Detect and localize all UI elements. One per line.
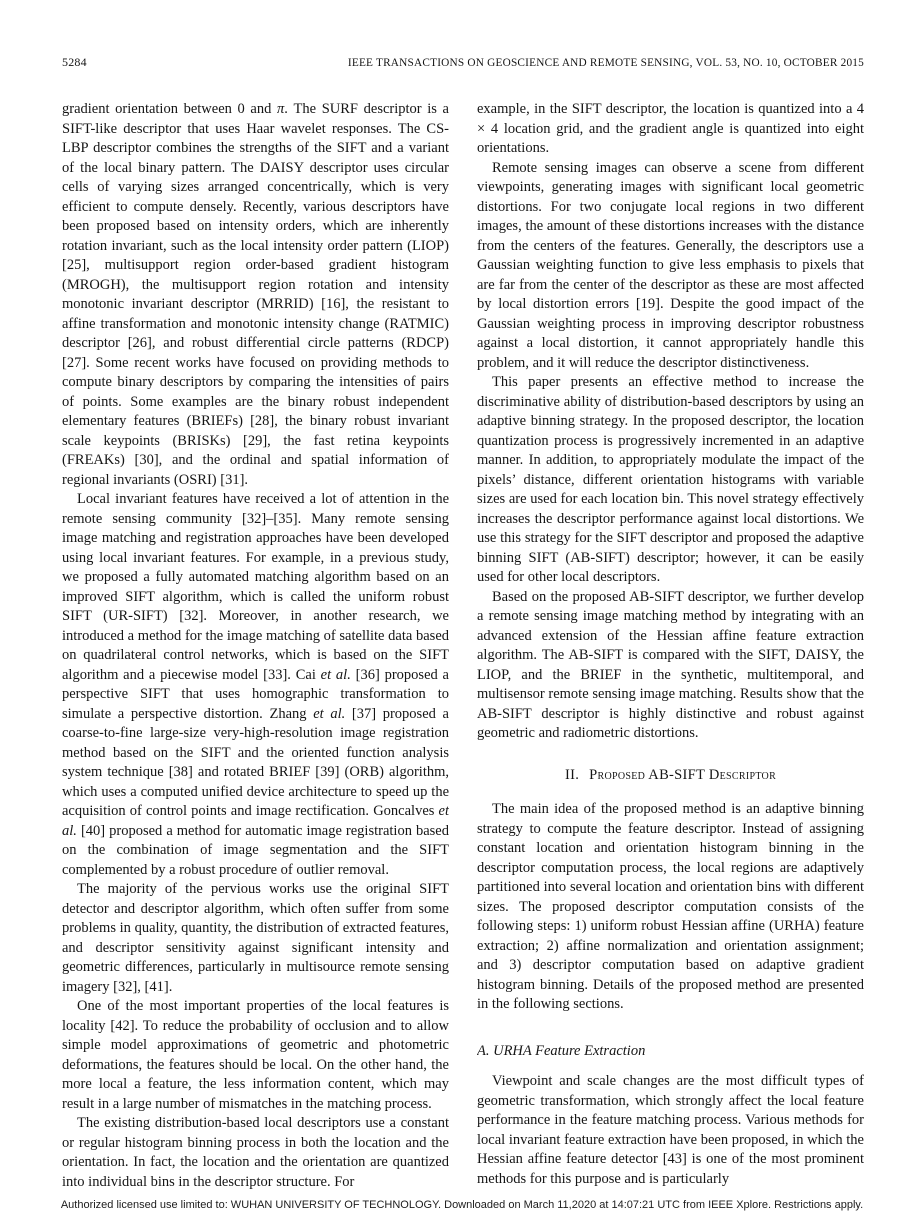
paragraph: This paper presents an effective method to increase the discriminative ability of distribution-based descriptors by using an adaptive binning strategy. In the proposed descriptor, the location quantization process is progressively incremented in an adaptive manner. In addition, to appropriately modulate the impact of the pixels’ distance, different orientation histograms with variable sizes are used for each location bin. This novel strategy effectively increases the descriptor performance against local distortions. We use this strategy for the SIFT descriptor and proposed the adaptive binning SIFT (AB-SIFT) descriptor; however, it can be easily used for other local descriptors. xyxy=(477,374,864,585)
page-number: 5284 xyxy=(62,55,87,69)
left-column xyxy=(62,100,449,1192)
paragraph: Local invariant features have received a lot of attention in the remote sensing community [32]–[35]. Many remote sensing image matching and registration approaches have been developed using local invariant features. For example, in a previous study, we proposed a fully automated matching algorithm based on an improved SIFT algorithm, which is called the uniform robust SIFT (UR-SIFT) [32]. Moreover, in another research, we introduced a method for the image matching of satellite data based on quadrilateral control networks, which is based on the SIFT algorithm and a piecewise model [33]. Cai et al. [36] proposed a perspective SIFT that uses homographic transformation to simulate a perspective distortion. Zhang et al. [37] proposed a coarse-to-fine large-size very-high-resolution image registration method based on the SIFT and the oriented function analysis system technique [38] and rotated BRIEF [39] (ORB) algorithm, which uses a computed unified device architecture to speed up the acquisition of control points and image rectification. Goncalves et al. [40] proposed a method for automatic image registration based on the combination of image segmentation and the SIFT complemented by a robust procedure of outlier removal. xyxy=(62,491,449,878)
paragraph: Remote sensing images can observe a scene from different viewpoints, generating images with significant local geometric distortions. For two conjugate local regions in two different images, the amount of these distortions increases with the distance from the centers of the features. Generally, the descriptors use a Gaussian weighting function to give less emphasis to pixels that are far from the center of the descriptor as these are most affected by local distortion errors [19]. Despite the good impact of the Gaussian weighting process in improving descriptor robustness against a local distortion, it cannot appropriately handle this problem, and it will reduce the descriptor distinctiveness. xyxy=(477,159,864,371)
paragraph: gradient orientation between 0 and π. The SURF descriptor is a SIFT-like descriptor that uses Haar wavelet responses. The CS-LBP descriptor combines the strengths of the SIFT and a variant of the local binary pattern. The DAISY descriptor uses circular cells of varying sizes arranged concentrically, which is very efficient to compute densely. Recently, various descriptors have been proposed based on intensity orders, which are inherently rotation invariant, such as the local intensity order pattern (LIOP) [25], multisupport region order-based gradient histogram (MROGH), the multisupport region rotation and intensity monotonic invariant descriptor (MRRID) [16], the resistant to affine transformation and monotonic intensity change (RATMIC) descriptor [26], and robust differential circle patterns (RDCP) [27]. Some recent works have focused on providing methods to compute binary descriptors by comparing the intensities of pairs of points. Some examples are the binary robust independent elementary features (BRIEFs) [28], the binary robust invariant scale keypoints (BRISKs) [29], the fast retina keypoints (FREAKs) [30], and the ordinal and spatial information of regional invariants (OSRI) [31]. xyxy=(62,101,449,488)
paragraph: One of the most important properties of the local features is locality [42]. To reduce the probability of occlusion and to allow simple model approximations of geometric and photometric deformations, the features should be local. On the other hand, the more local a feature, the less information content, which may result in a large number of mismatches in the matching process. xyxy=(62,998,449,1112)
paragraph: Viewpoint and scale changes are the most difficult types of geometric transformation, which strongly affect the local feature performance in the feature matching process. Various methods for local invariant feature extraction have been proposed, in which the Hessian affine feature detector [43] is one of the most prominent methods for this purpose and is particularly xyxy=(477,1073,864,1187)
copyright-text: Authorized licensed use limited to: WUHAN UNIVERSITY OF TECHNOLOGY. Downloaded on March 11,2020 at 14:07:21 UTC from IEEE Xplore. Restrictions apply. xyxy=(60,1199,864,1211)
article-body xyxy=(62,100,864,1192)
page-header xyxy=(62,55,864,70)
journal-title: IEEE TRANSACTIONS ON GEOSCIENCE AND REMOTE SENSING, VOL. 53, NO. 10, OCTOBER 2015 xyxy=(347,57,864,69)
paragraph: The main idea of the proposed method is an adaptive binning strategy to compute the feature descriptor. Instead of assigning constant location and orientation histogram binning in the descriptor computation process, the local regions are adaptively partitioned into several location and orientation bins with different sizes. The proposed descriptor computation consists of the following steps: 1) uniform robust Hessian affine (URHA) feature extraction; 2) affine normalization and orientation assignment; and 3) descriptor computation based on adaptive gradient histogram binning. Details of the proposed method are presented in the following sections. xyxy=(477,801,864,1012)
paragraph: The majority of the pervious works use the original SIFT detector and descriptor algorithm, which often suffer from some problems in quality, quantity, the distribution of extracted features, and descriptor sensitivity against significant intensity and geometric differences, particularly in multisource remote sensing imagery [32], [41]. xyxy=(62,881,449,995)
paragraph: The existing distribution-based local descriptors use a constant or regular histogram binning process in both the location and the orientation. In fact, the location and the orientation are quantized into individual bins in the descriptor structure. For xyxy=(62,1115,449,1190)
section-title: Proposed AB-SIFT Descriptor xyxy=(589,766,777,783)
subsection-heading: A. URHA Feature Extraction xyxy=(477,1042,646,1059)
section-heading xyxy=(477,766,864,786)
section-number: II. xyxy=(564,766,580,783)
copyright-footer xyxy=(0,1199,924,1211)
paragraph: Based on the proposed AB-SIFT descriptor, we further develop a remote sensing image matching method by integrating with an advanced extension of the Hessian affine feature extraction algorithm. The AB-SIFT is compared with the SIFT, DAISY, the LIOP, and the BRIEF in the synthetic, multitemporal, and multisensor remote sensing image matching. Results show that the AB-SIFT descriptor is highly distinctive and robust against geometric and radiometric distortions. xyxy=(477,588,864,741)
right-column xyxy=(477,100,864,1192)
paragraph: example, in the SIFT descriptor, the location is quantized into a 4 × 4 location grid, and the gradient angle is quantized into eight orientations. xyxy=(477,101,864,156)
